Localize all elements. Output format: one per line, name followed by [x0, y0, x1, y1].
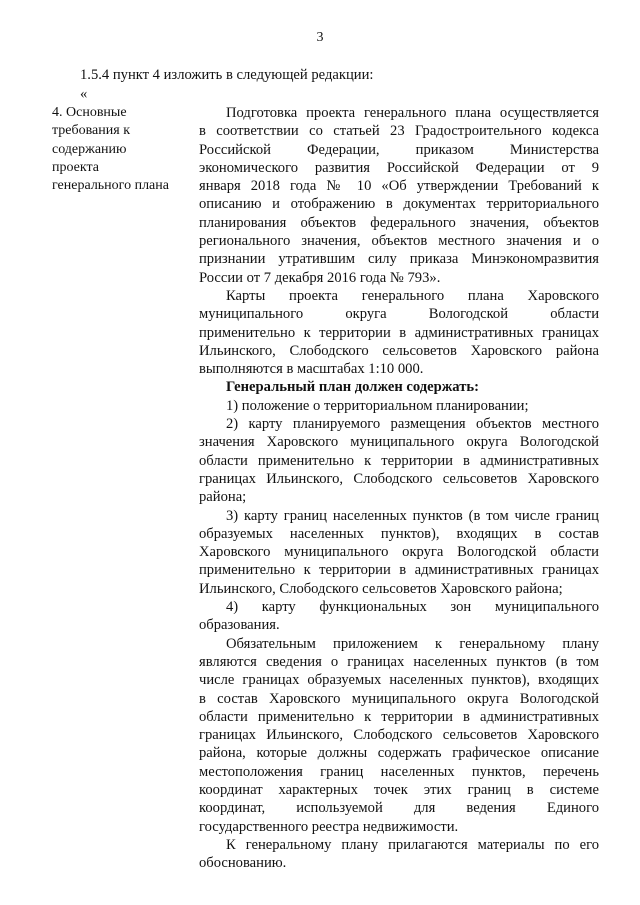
text-line: района;: [199, 489, 247, 506]
text-line: в соответствии со статьей 23 Градостроительного кодекса: [199, 123, 599, 140]
text-line: Подготовка проекта генерального плана осуществляется: [226, 105, 599, 121]
text-line: Генеральный план должен содержать:: [226, 379, 479, 396]
section-body: [199, 104, 599, 872]
text-line: описанию и отображению в документах территориального: [199, 196, 599, 213]
text-line: района, которые должны содержать графическое описание: [199, 745, 599, 762]
text-line: области применительно к территории в административных: [199, 708, 599, 725]
text-line: января 2018 года № 10 «Об утверждении Требований к: [199, 178, 599, 195]
text-line: выполняются в масштабах 1:10 000.: [199, 361, 424, 378]
opening-quote: «: [80, 86, 88, 102]
text-line: Карты проекта генерального плана Харовского: [226, 287, 599, 304]
text-line: регионального значения, объектов местного значения и о: [199, 233, 599, 250]
text-line: России от 7 декабря 2016 года № 793».: [199, 269, 441, 286]
heading-line: содержанию: [52, 141, 127, 157]
text-line: 2) карту планируемого размещения объектов местного: [226, 416, 599, 433]
text-line: 3) карту границ населенных пунктов (в том числе границ: [226, 507, 599, 524]
text-line: границах Ильинского, Слободского сельсоветов Харовского: [199, 470, 599, 487]
text-line: 1) положение о территориальном планировании;: [226, 397, 529, 414]
text-line: местоположения границ населенных пунктов, перечень: [199, 763, 599, 780]
text-line: муниципального округа Вологодской области: [199, 306, 599, 323]
text-line: координат, используемой для ведения Единого: [199, 800, 599, 817]
text-line: признании утратившим силу приказа Минэкономразвития: [199, 251, 599, 268]
heading-line: генерального плана: [52, 178, 169, 194]
text-line: 4) карту функциональных зон муниципального: [226, 599, 599, 616]
heading-line: требования к: [52, 123, 130, 139]
text-line: государственного реестра недвижимости.: [199, 818, 459, 835]
text-line: Харовского муниципального округа Вологодской области: [199, 544, 599, 561]
text-line: являются сведения о границах населенных пунктов (в том: [199, 653, 599, 670]
text-line: Российской Федерации, приказом Министерства: [199, 141, 599, 158]
text-line: значения Харовского муниципального округа Вологодской: [199, 434, 599, 451]
text-line: образования.: [199, 617, 280, 634]
text-line: числе границах образуемых населенных пунктов), входящих: [199, 672, 599, 689]
text-line: применительно к территории в административных границах: [199, 562, 599, 579]
page-number: 3: [316, 30, 324, 45]
text-line: границах Ильинского, Слободского сельсоветов Харовского: [199, 727, 599, 744]
text-line: образуемых населенных пунктов), входящих в состав: [199, 525, 599, 542]
text-line: Ильинского, Слободского сельсоветов Харовского района;: [199, 580, 563, 597]
heading-line: 4. Основные: [52, 105, 127, 120]
text-line: планирования объектов федерального значения, объектов: [199, 214, 599, 231]
section-heading: [52, 104, 192, 195]
text-line: Ильинского, Слободского сельсоветов Харовского района: [199, 342, 599, 359]
text-line: в состав Харовского муниципального округа Вологодской: [199, 690, 599, 707]
text-line: экономического развития Российской Федерации от 9: [199, 159, 599, 176]
text-line: координат характерных точек этих границ в системе: [199, 781, 599, 798]
text-line: К генеральному плану прилагаются материалы по его: [226, 836, 599, 853]
intro-line: 1.5.4 пункт 4 изложить в следующей редакции:: [80, 67, 374, 83]
heading-line: проекта: [52, 159, 99, 175]
text-line: области применительно к территории в административных: [199, 452, 599, 469]
text-line: применительно к территории в административных границах: [199, 324, 599, 341]
text-line: обоснованию.: [199, 855, 287, 872]
text-line: Обязательным приложением к генеральному плану: [226, 635, 599, 652]
